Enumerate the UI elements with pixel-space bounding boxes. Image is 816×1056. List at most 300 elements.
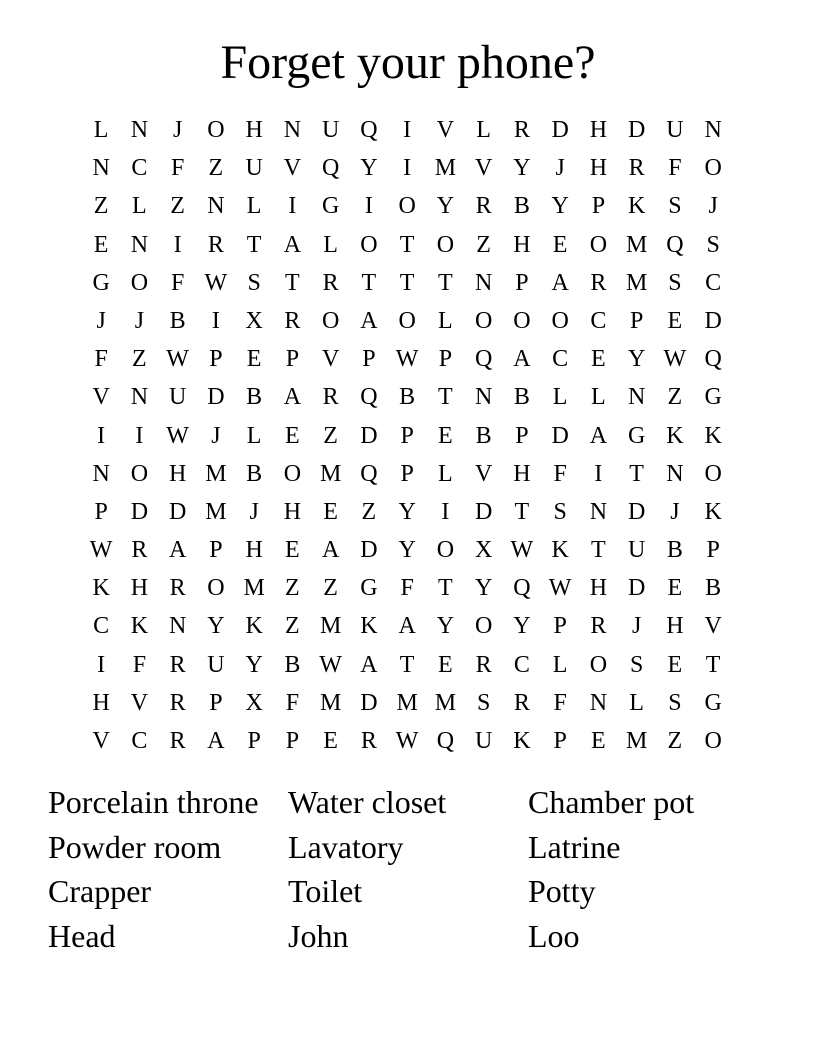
grid-letter[interactable]: O bbox=[130, 269, 149, 296]
grid-letter[interactable]: L bbox=[591, 384, 606, 411]
grid-letter[interactable]: H bbox=[168, 460, 187, 487]
grid-letter[interactable]: U bbox=[474, 728, 493, 754]
grid-letter[interactable]: C bbox=[590, 307, 607, 334]
grid-letter[interactable]: M bbox=[205, 498, 227, 525]
grid-letter[interactable]: I bbox=[403, 155, 412, 182]
grid-letter[interactable]: J bbox=[670, 498, 680, 525]
grid-letter[interactable]: E bbox=[93, 231, 109, 258]
grid-letter[interactable]: C bbox=[93, 613, 110, 640]
grid-letter[interactable]: P bbox=[515, 422, 529, 449]
grid-letter[interactable]: H bbox=[513, 460, 531, 487]
grid-letter[interactable]: C bbox=[131, 728, 148, 754]
grid-letter[interactable]: G bbox=[321, 193, 340, 220]
grid-letter[interactable]: Y bbox=[513, 613, 531, 640]
grid-letter[interactable]: Y bbox=[474, 575, 493, 602]
grid-letter[interactable]: C bbox=[513, 651, 530, 678]
grid-letter[interactable]: O bbox=[474, 613, 493, 640]
grid-letter[interactable]: F bbox=[170, 155, 185, 182]
grid-letter[interactable]: T bbox=[438, 384, 453, 411]
grid-letter[interactable]: B bbox=[246, 460, 263, 487]
grid-letter[interactable]: N bbox=[474, 384, 493, 411]
grid-letter[interactable]: J bbox=[249, 498, 259, 525]
grid-letter[interactable]: J bbox=[708, 193, 718, 220]
grid-letter[interactable]: R bbox=[169, 651, 186, 678]
grid-letter[interactable]: Z bbox=[667, 728, 683, 754]
grid-letter[interactable]: B bbox=[666, 537, 683, 564]
grid-letter[interactable]: M bbox=[243, 575, 265, 602]
word-list-item: Chamber pot bbox=[528, 784, 695, 820]
grid-letter[interactable]: N bbox=[92, 155, 110, 182]
grid-letter[interactable]: T bbox=[285, 269, 300, 296]
grid-letter[interactable]: A bbox=[168, 537, 187, 564]
grid-letter[interactable]: A bbox=[360, 651, 378, 678]
grid-letter[interactable]: I bbox=[403, 117, 412, 143]
grid-letter[interactable]: N bbox=[589, 498, 608, 525]
grid-letter[interactable]: V bbox=[321, 346, 340, 373]
grid-letter[interactable]: Z bbox=[132, 346, 147, 373]
grid-letter[interactable]: P bbox=[400, 460, 414, 487]
grid-letter[interactable]: P bbox=[706, 537, 720, 564]
grid-letter[interactable]: B bbox=[705, 575, 722, 602]
grid-letter[interactable]: R bbox=[590, 613, 607, 640]
grid-letter[interactable]: L bbox=[246, 193, 262, 220]
grid-letter[interactable]: R bbox=[169, 575, 186, 602]
grid-letter[interactable]: R bbox=[131, 537, 148, 564]
grid-letter[interactable]: E bbox=[323, 728, 338, 754]
grid-letter[interactable]: L bbox=[552, 651, 568, 678]
grid-letter[interactable]: E bbox=[667, 651, 683, 678]
grid-letter[interactable]: E bbox=[246, 346, 262, 373]
grid-letter[interactable]: J bbox=[172, 117, 183, 143]
grid-letter[interactable]: H bbox=[666, 613, 684, 640]
grid-letter[interactable]: B bbox=[169, 307, 186, 334]
grid-letter[interactable]: F bbox=[553, 689, 567, 716]
grid-letter[interactable]: I bbox=[173, 231, 182, 258]
grid-letter[interactable]: L bbox=[323, 231, 338, 258]
grid-letter[interactable]: Y bbox=[551, 193, 569, 220]
grid-letter[interactable]: J bbox=[555, 155, 565, 182]
grid-letter[interactable]: W bbox=[510, 537, 534, 564]
grid-letter[interactable]: T bbox=[246, 231, 262, 258]
grid-letter[interactable]: V bbox=[474, 460, 493, 487]
grid-letter[interactable]: K bbox=[130, 613, 149, 640]
grid-letter[interactable]: I bbox=[364, 193, 373, 220]
grid-letter[interactable]: Z bbox=[361, 498, 377, 525]
grid-letter[interactable]: Z bbox=[170, 193, 185, 220]
grid-letter[interactable]: T bbox=[438, 269, 453, 296]
grid-letter[interactable]: K bbox=[704, 498, 722, 525]
grid-letter[interactable]: Q bbox=[704, 346, 722, 373]
grid-letter[interactable]: N bbox=[589, 689, 608, 716]
grid-letter[interactable]: Q bbox=[436, 728, 455, 754]
grid-letter[interactable]: M bbox=[205, 460, 227, 487]
grid-letter[interactable]: U bbox=[666, 117, 684, 143]
grid-letter[interactable]: G bbox=[92, 269, 110, 296]
grid-letter[interactable]: M bbox=[625, 269, 648, 296]
word-list-item: Loo bbox=[528, 918, 580, 955]
grid-letter[interactable]: H bbox=[92, 689, 110, 716]
grid-letter[interactable]: I bbox=[441, 498, 450, 525]
grid-letter[interactable]: L bbox=[629, 689, 644, 716]
grid-letter[interactable]: O bbox=[704, 728, 722, 754]
grid-letter[interactable]: L bbox=[438, 307, 453, 334]
grid-letter[interactable]: R bbox=[590, 269, 607, 296]
grid-letter[interactable]: L bbox=[438, 460, 453, 487]
grid-letter[interactable]: P bbox=[209, 346, 223, 373]
grid-letter[interactable]: S bbox=[668, 269, 682, 296]
grid-letter[interactable]: R bbox=[513, 689, 530, 716]
grid-letter[interactable]: M bbox=[319, 613, 342, 640]
grid-letter[interactable]: O bbox=[398, 193, 416, 220]
grid-letter[interactable]: N bbox=[130, 231, 149, 258]
grid-letter[interactable]: X bbox=[245, 307, 263, 334]
grid-letter[interactable]: Y bbox=[207, 613, 225, 640]
grid-letter[interactable]: W bbox=[663, 346, 687, 373]
grid-letter[interactable]: T bbox=[514, 498, 530, 525]
grid-letter[interactable]: Y bbox=[398, 537, 416, 564]
grid-letter[interactable]: D bbox=[551, 117, 569, 143]
grid-letter[interactable]: O bbox=[398, 307, 416, 334]
grid-letter[interactable]: E bbox=[285, 422, 300, 449]
grid-letter[interactable]: I bbox=[97, 651, 106, 678]
grid-letter[interactable]: W bbox=[166, 422, 189, 449]
grid-letter[interactable]: W bbox=[166, 346, 189, 373]
grid-letter[interactable]: O bbox=[513, 307, 531, 334]
grid-letter[interactable]: R bbox=[360, 728, 377, 754]
grid-letter[interactable]: P bbox=[400, 422, 414, 449]
grid-letter[interactable]: O bbox=[207, 117, 225, 143]
grid-letter[interactable]: O bbox=[130, 460, 149, 487]
grid-letter[interactable]: W bbox=[89, 537, 113, 564]
grid-letter[interactable]: E bbox=[591, 346, 606, 373]
grid-letter[interactable]: P bbox=[553, 728, 567, 754]
grid-letter[interactable]: B bbox=[399, 384, 416, 411]
grid-letter[interactable]: O bbox=[704, 155, 722, 182]
grid-letter[interactable]: M bbox=[625, 728, 648, 754]
grid-letter[interactable]: F bbox=[668, 155, 682, 182]
grid-letter[interactable]: H bbox=[589, 155, 608, 182]
grid-letter[interactable]: M bbox=[625, 231, 648, 258]
grid-letter[interactable]: G bbox=[704, 384, 722, 411]
grid-letter[interactable]: U bbox=[207, 651, 225, 678]
grid-letter[interactable]: L bbox=[93, 117, 109, 143]
grid-letter[interactable]: A bbox=[589, 422, 608, 449]
grid-letter[interactable]: W bbox=[319, 651, 342, 678]
grid-letter[interactable]: B bbox=[284, 651, 301, 678]
grid-letter[interactable]: D bbox=[207, 384, 225, 411]
grid-letter[interactable]: H bbox=[130, 575, 149, 602]
grid-letter[interactable]: D bbox=[360, 537, 378, 564]
grid-letter[interactable]: O bbox=[283, 460, 302, 487]
grid-letter[interactable]: X bbox=[474, 537, 493, 564]
grid-letter[interactable]: V bbox=[704, 613, 722, 640]
grid-letter[interactable]: E bbox=[438, 422, 453, 449]
grid-letter[interactable]: V bbox=[130, 689, 149, 716]
grid-letter[interactable]: E bbox=[591, 728, 606, 754]
grid-letter[interactable]: K bbox=[513, 728, 531, 754]
grid-letter[interactable]: L bbox=[476, 117, 491, 143]
word-list bbox=[48, 780, 768, 959]
grid-letter[interactable]: B bbox=[513, 193, 530, 220]
grid-letter[interactable]: N bbox=[168, 613, 187, 640]
grid-letter[interactable]: V bbox=[474, 155, 493, 182]
grid-letter[interactable]: R bbox=[322, 384, 339, 411]
grid-letter[interactable]: O bbox=[589, 231, 608, 258]
grid-letter[interactable]: V bbox=[92, 728, 110, 754]
grid-letter[interactable]: K bbox=[666, 422, 684, 449]
grid-letter[interactable]: H bbox=[283, 498, 302, 525]
grid-letter[interactable]: E bbox=[438, 651, 453, 678]
grid-letter[interactable]: V bbox=[436, 117, 455, 143]
grid-letter[interactable]: R bbox=[628, 155, 645, 182]
grid-letter[interactable]: S bbox=[553, 498, 567, 525]
grid-letter[interactable]: M bbox=[434, 155, 457, 182]
grid-letter[interactable]: J bbox=[211, 422, 221, 449]
grid-letter[interactable]: D bbox=[704, 307, 722, 334]
grid-letter[interactable]: D bbox=[627, 498, 646, 525]
grid-letter[interactable]: A bbox=[283, 231, 302, 258]
grid-letter[interactable]: K bbox=[92, 575, 110, 602]
grid-letter[interactable]: O bbox=[474, 307, 493, 334]
grid-letter[interactable]: P bbox=[553, 613, 567, 640]
grid-letter[interactable]: N bbox=[474, 269, 493, 296]
grid-letter[interactable]: T bbox=[399, 231, 415, 258]
grid-letter[interactable]: O bbox=[207, 575, 225, 602]
grid-letter[interactable]: B bbox=[475, 422, 492, 449]
grid-letter[interactable]: I bbox=[97, 422, 106, 449]
grid-letter[interactable]: R bbox=[513, 117, 530, 143]
grid-letter[interactable]: N bbox=[207, 193, 225, 220]
grid-letter[interactable]: S bbox=[668, 193, 682, 220]
grid-letter[interactable]: R bbox=[322, 269, 339, 296]
grid-letter[interactable]: J bbox=[134, 307, 145, 334]
grid-letter[interactable]: P bbox=[209, 537, 223, 564]
grid-letter[interactable]: D bbox=[551, 422, 569, 449]
grid-letter[interactable]: A bbox=[513, 346, 531, 373]
grid-letter[interactable]: Y bbox=[436, 193, 455, 220]
grid-letter[interactable]: J bbox=[96, 307, 106, 334]
grid-letter[interactable]: P bbox=[515, 269, 529, 296]
grid-letter[interactable]: S bbox=[476, 689, 491, 716]
grid-letter[interactable]: H bbox=[245, 117, 263, 143]
grid-letter[interactable]: X bbox=[245, 689, 263, 716]
grid-letter[interactable]: T bbox=[629, 460, 644, 487]
grid-letter[interactable]: E bbox=[285, 537, 300, 564]
grid-letter[interactable]: O bbox=[321, 307, 340, 334]
grid-letter[interactable]: H bbox=[589, 575, 608, 602]
word-list-item: Porcelain throne bbox=[48, 784, 259, 820]
grid-letter[interactable]: N bbox=[704, 117, 722, 143]
grid-letter[interactable]: U bbox=[168, 384, 187, 411]
grid-letter[interactable]: W bbox=[395, 346, 419, 373]
grid-letter[interactable]: L bbox=[552, 384, 568, 411]
grid-letter[interactable]: Z bbox=[323, 422, 338, 449]
grid-letter[interactable]: Q bbox=[666, 231, 684, 258]
grid-letter[interactable]: T bbox=[399, 269, 415, 296]
grid-letter[interactable]: W bbox=[548, 575, 572, 602]
grid-letter[interactable]: Y bbox=[360, 155, 378, 182]
grid-letter[interactable]: G bbox=[704, 689, 722, 716]
grid-letter[interactable]: A bbox=[398, 613, 416, 640]
grid-letter[interactable]: Z bbox=[285, 575, 300, 602]
grid-letter[interactable]: S bbox=[247, 269, 261, 296]
grid-letter[interactable]: O bbox=[589, 651, 608, 678]
grid-letter[interactable]: O bbox=[436, 231, 455, 258]
grid-letter[interactable]: K bbox=[245, 613, 263, 640]
grid-letter[interactable]: O bbox=[436, 537, 455, 564]
grid-letter[interactable]: G bbox=[627, 422, 646, 449]
grid-letter[interactable]: F bbox=[132, 651, 147, 678]
grid-letter[interactable]: T bbox=[399, 651, 415, 678]
grid-letter[interactable]: I bbox=[594, 460, 603, 487]
grid-letter[interactable]: E bbox=[667, 307, 683, 334]
grid-letter[interactable]: O bbox=[360, 231, 378, 258]
grid-letter[interactable]: N bbox=[666, 460, 684, 487]
grid-letter[interactable]: A bbox=[360, 307, 378, 334]
grid-letter[interactable]: Z bbox=[323, 575, 338, 602]
grid-letter[interactable]: Y bbox=[398, 498, 416, 525]
word-list-item: Potty bbox=[528, 873, 596, 910]
grid-letter[interactable]: N bbox=[130, 384, 149, 411]
grid-letter[interactable]: Q bbox=[360, 460, 378, 487]
grid-letter[interactable]: P bbox=[362, 346, 376, 373]
grid-letter[interactable]: P bbox=[285, 346, 300, 373]
grid-letter[interactable]: P bbox=[285, 728, 300, 754]
grid-letter[interactable]: N bbox=[92, 460, 110, 487]
grid-letter[interactable]: T bbox=[361, 269, 377, 296]
grid-letter[interactable]: V bbox=[92, 384, 110, 411]
grid-letter[interactable]: P bbox=[591, 193, 606, 220]
grid-letter[interactable]: K bbox=[627, 193, 646, 220]
grid-letter[interactable]: E bbox=[323, 498, 338, 525]
grid-letter[interactable]: B bbox=[246, 384, 263, 411]
grid-letter[interactable]: H bbox=[589, 117, 608, 143]
grid-letter[interactable]: I bbox=[135, 422, 144, 449]
grid-letter[interactable]: F bbox=[94, 346, 108, 373]
puzzle-title: Forget your phone? bbox=[220, 36, 596, 89]
grid-letter[interactable]: R bbox=[475, 651, 492, 678]
grid-letter[interactable]: T bbox=[705, 651, 721, 678]
grid-letter[interactable]: V bbox=[283, 155, 302, 182]
grid-letter[interactable]: T bbox=[438, 575, 453, 602]
grid-letter[interactable]: Z bbox=[208, 155, 224, 182]
grid-letter[interactable]: S bbox=[706, 231, 720, 258]
grid-letter[interactable]: U bbox=[245, 155, 263, 182]
grid-letter[interactable]: F bbox=[170, 269, 185, 296]
grid-letter[interactable]: Q bbox=[360, 117, 378, 143]
grid-letter[interactable]: D bbox=[474, 498, 493, 525]
grid-letter[interactable]: R bbox=[169, 728, 186, 754]
grid-letter[interactable]: N bbox=[283, 117, 302, 143]
grid-letter[interactable]: P bbox=[629, 307, 644, 334]
grid-letter[interactable]: R bbox=[475, 193, 492, 220]
grid-letter[interactable]: L bbox=[246, 422, 262, 449]
word-list-item: Water closet bbox=[288, 784, 447, 820]
grid-letter[interactable]: Y bbox=[245, 651, 263, 678]
grid-letter[interactable]: I bbox=[211, 307, 220, 334]
grid-letter[interactable]: C bbox=[552, 346, 569, 373]
word-list-item: Powder room bbox=[48, 828, 222, 865]
grid-letter[interactable]: Z bbox=[93, 193, 109, 220]
grid-letter[interactable]: D bbox=[627, 575, 646, 602]
grid-letter[interactable]: J bbox=[631, 613, 642, 640]
grid-letter[interactable]: H bbox=[245, 537, 263, 564]
grid-letter[interactable]: F bbox=[553, 460, 567, 487]
word-list-item: Crapper bbox=[48, 873, 152, 910]
grid-letter[interactable]: W bbox=[204, 269, 228, 296]
grid-letter[interactable]: F bbox=[400, 575, 414, 602]
grid-letter[interactable]: S bbox=[629, 651, 644, 678]
grid-letter[interactable]: A bbox=[283, 384, 302, 411]
grid-letter[interactable]: A bbox=[207, 728, 225, 754]
grid-letter[interactable]: A bbox=[551, 269, 569, 296]
grid-letter[interactable]: E bbox=[552, 231, 568, 258]
grid-letter[interactable]: E bbox=[667, 575, 683, 602]
grid-letter[interactable]: G bbox=[360, 575, 378, 602]
grid-letter[interactable]: C bbox=[705, 269, 722, 296]
letter-grid bbox=[82, 111, 732, 760]
grid-letter[interactable]: N bbox=[627, 384, 646, 411]
grid-letter[interactable]: B bbox=[513, 384, 530, 411]
grid-letter[interactable]: R bbox=[284, 307, 301, 334]
grid-letter[interactable]: W bbox=[395, 728, 419, 754]
grid-letter[interactable]: K bbox=[704, 422, 722, 449]
grid-letter[interactable]: N bbox=[130, 117, 149, 143]
grid-letter[interactable]: M bbox=[319, 460, 342, 487]
grid-letter[interactable]: D bbox=[360, 689, 378, 716]
grid-letter[interactable]: C bbox=[131, 155, 148, 182]
grid-letter[interactable]: D bbox=[168, 498, 187, 525]
grid-letter[interactable]: L bbox=[132, 193, 147, 220]
grid-letter[interactable]: M bbox=[319, 689, 342, 716]
grid-letter[interactable]: Y bbox=[436, 613, 455, 640]
grid-letter[interactable]: O bbox=[551, 307, 569, 334]
grid-letter[interactable]: U bbox=[627, 537, 646, 564]
grid-letter[interactable]: Q bbox=[360, 384, 378, 411]
grid-letter[interactable]: Q bbox=[321, 155, 340, 182]
grid-letter[interactable]: Y bbox=[627, 346, 646, 373]
grid-letter[interactable]: Z bbox=[667, 384, 683, 411]
grid-letter[interactable]: U bbox=[321, 117, 340, 143]
grid-letter[interactable]: Q bbox=[474, 346, 493, 373]
grid-letter[interactable]: P bbox=[94, 498, 108, 525]
grid-letter[interactable]: F bbox=[285, 689, 300, 716]
grid-letter[interactable]: Q bbox=[513, 575, 531, 602]
grid-letter[interactable]: Y bbox=[513, 155, 531, 182]
grid-letter[interactable]: T bbox=[591, 537, 606, 564]
grid-letter[interactable]: D bbox=[627, 117, 646, 143]
grid-letter[interactable]: D bbox=[360, 422, 378, 449]
grid-letter[interactable]: D bbox=[130, 498, 149, 525]
grid-letter[interactable]: P bbox=[247, 728, 261, 754]
grid-letter[interactable]: Z bbox=[476, 231, 491, 258]
grid-letter[interactable]: A bbox=[321, 537, 340, 564]
grid-letter[interactable]: P bbox=[209, 689, 223, 716]
grid-letter[interactable]: R bbox=[169, 689, 186, 716]
grid-letter[interactable]: R bbox=[207, 231, 224, 258]
grid-letter[interactable]: S bbox=[668, 689, 682, 716]
grid-letter[interactable]: M bbox=[396, 689, 418, 716]
grid-letter[interactable]: O bbox=[704, 460, 722, 487]
grid-letter[interactable]: K bbox=[551, 537, 569, 564]
word-list-item: Toilet bbox=[288, 873, 363, 910]
grid-letter[interactable]: Z bbox=[285, 613, 300, 640]
grid-letter[interactable]: M bbox=[434, 689, 457, 716]
grid-letter[interactable]: K bbox=[360, 613, 378, 640]
grid-letter[interactable]: P bbox=[438, 346, 453, 373]
grid-letter[interactable]: H bbox=[513, 231, 531, 258]
grid-letter[interactable]: I bbox=[288, 193, 297, 220]
